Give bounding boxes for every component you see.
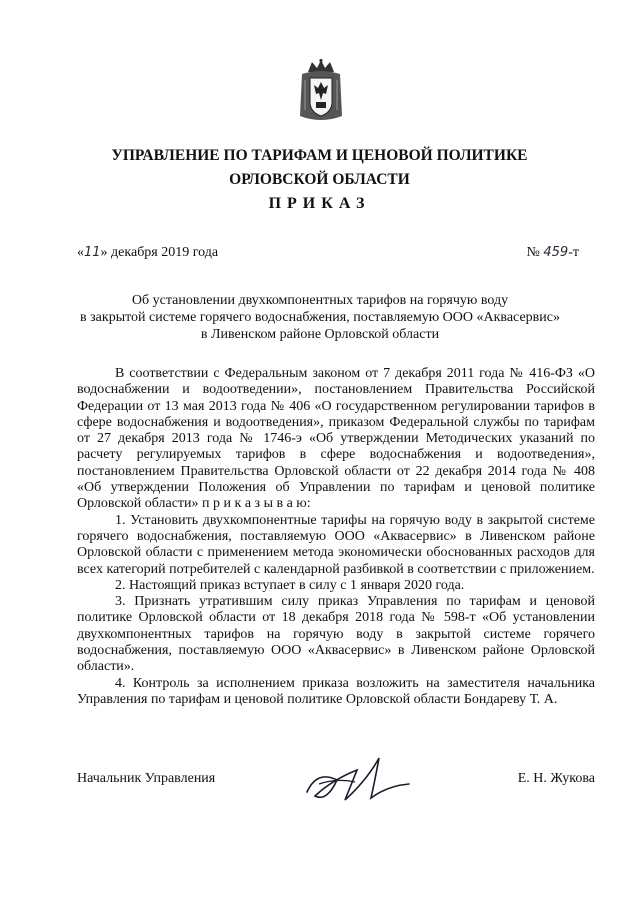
organization-name <box>0 144 639 192</box>
order-item-1: 1. Установить двухкомпонентные тарифы на горячую воду в закрытой системе горячего водоснабжения, поставляемую ООО «Аквасервис» в Ливенском районе Орловской области с применением метода экономически обоснованных расходов для всех категорий потребителей с календарной разбивкой в соответствии с приложением. <box>77 512 595 577</box>
number-suffix: -т <box>568 245 579 260</box>
signature-block <box>77 740 595 810</box>
order-item-2: 2. Настоящий приказ вступает в силу с 1 января 2020 года. <box>115 577 465 593</box>
signatory-position: Начальник Управления <box>77 771 216 786</box>
order-body <box>77 366 595 708</box>
number-sign: № <box>526 245 540 260</box>
subject-line2: в закрытой системе горячего водоснабжения, поставляемую ООО «Аквасервис» <box>80 310 560 325</box>
subject-line1: Об установлении двухкомпонентных тарифов на горячую воду <box>131 293 509 308</box>
date-month-year: » декабря 2019 года <box>100 245 219 260</box>
order-item-4: 4. Контроль за исполнением приказа возложить на заместителя начальника Управления по тарифам и ценовой политике Орловской области Бондареву Т. А. <box>77 675 595 707</box>
signatory-name: Е. Н. Жукова <box>517 771 595 786</box>
preamble-paragraph: В соответствии с Федеральным законом от 7 декабря 2011 года № 416-ФЗ «О водоснабжении и водоотведении», постановлением Правительства Российской Федерации от 13 мая 2013 года № 406 «О государственном регулировании тарифов в сфере водоснабжения и водоотведения», приказом Федеральной службы по тарифам от 27 декабря 2013 года № 1746-э «Об утверждении Методических указаний по расчету регулируемых тарифов в сфере водоснабжения и водоотведения», постановлением Правительства Орловской области от 22 декабря 2014 года № 408 «Об утверждении Положения об Управлении по тарифам и ценовой политике Орловской области» п р и к а з ы в а ю: <box>77 366 595 512</box>
orel-region-coat-of-arms-icon <box>296 58 346 124</box>
document-title: ПРИКАЗ <box>268 195 371 212</box>
order-item-3: 3. Признать утратившим силу приказ Управления по тарифам и ценовой политике Орловской области от 18 декабря 2018 года № 598-т «Об установлении двухкомпонентных тарифов на горячую воду в закрытой системе горячего водоснабжения, поставляемую ООО «Аквасервис» в Ливенском районе Орловской области». <box>77 594 595 675</box>
organization-name-line1: УПРАВЛЕНИЕ ПО ТАРИФАМ И ЦЕНОВОЙ ПОЛИТИКЕ <box>111 147 528 164</box>
date-open-quote: « <box>77 245 84 260</box>
handwritten-signature <box>297 740 417 810</box>
order-date <box>77 245 218 261</box>
organization-name-line2: ОРЛОВСКОЙ ОБЛАСТИ <box>229 171 410 188</box>
subject-line3: в Ливенском районе Орловской области <box>200 327 440 342</box>
date-day-handwritten: 11 <box>84 245 101 260</box>
order-number <box>527 245 579 261</box>
order-subject <box>60 292 580 343</box>
number-handwritten: 459 <box>543 245 569 260</box>
